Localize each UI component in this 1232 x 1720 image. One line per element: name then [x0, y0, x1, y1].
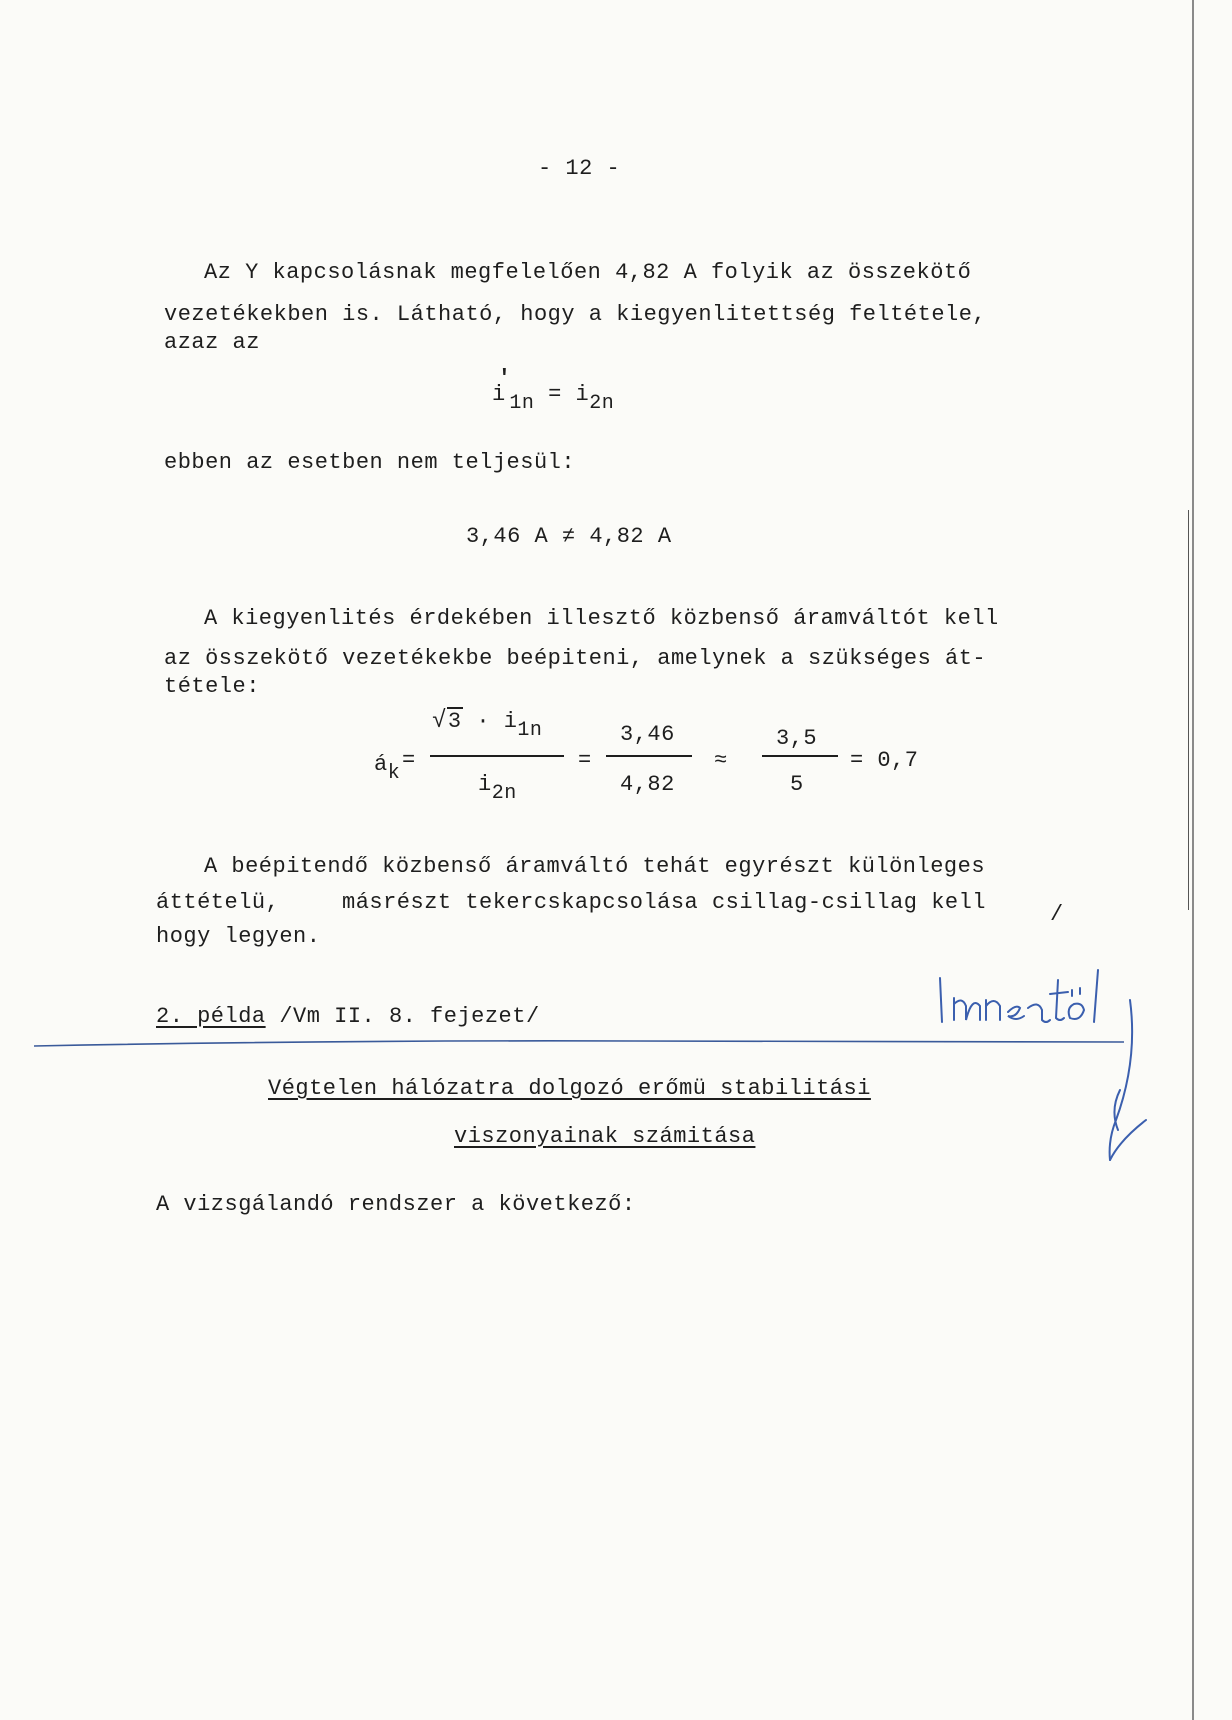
- eq3-frac3-numerator: 3,5: [776, 726, 818, 751]
- eq3-f1-num-sub: 1n: [517, 719, 543, 742]
- paragraph-1-line-2: vezetékekben is. Látható, hogy a kiegyenlitettség feltétele,: [164, 302, 987, 327]
- page-number: - 12 -: [538, 156, 621, 181]
- page-edge-line: [1192, 0, 1194, 1720]
- example-heading: [156, 1004, 540, 1029]
- eq3-equals-2: =: [578, 748, 592, 773]
- paragraph-1-line-1: Az Y kapcsolásnak megfelelően 4,82 A folyik az összekötő: [204, 260, 972, 285]
- eq3-frac2-denominator: 4,82: [620, 772, 675, 797]
- eq3-frac1-bar: [430, 755, 564, 757]
- eq3-frac3-bar: [762, 755, 838, 757]
- paragraph-1-line-3: azaz az: [164, 330, 260, 355]
- handwritten-note-text: Innentől: [930, 1050, 988, 1064]
- eq3-frac3-denominator: 5: [790, 772, 804, 797]
- eq3-result: = 0,7: [850, 748, 919, 773]
- eq3-frac2-bar: [606, 755, 692, 757]
- eq3-lhs-sub: k: [387, 762, 401, 785]
- paragraph-4-line-3: hogy legyen.: [156, 924, 321, 949]
- eq1-equals: =: [548, 382, 562, 407]
- eq1-rhs: i: [575, 382, 590, 407]
- example-label: 2. példa: [156, 1004, 266, 1029]
- eq3-frac2-numerator: 3,46: [620, 722, 675, 747]
- paragraph-2: ebben az esetben nem teljesül:: [164, 450, 576, 475]
- paragraph-5: A vizsgálandó rendszer a következő:: [156, 1192, 636, 1217]
- eq3-f1-den-sub: 2n: [491, 782, 517, 805]
- sqrt-symbol: √: [432, 708, 447, 735]
- equation-2: 3,46 A ≠ 4,82 A: [466, 524, 672, 549]
- page-edge-mark: [1188, 510, 1189, 910]
- section-title-line-1: Végtelen hálózatra dolgozó erőmü stabilitási: [268, 1076, 871, 1101]
- eq3-dot: ·: [476, 709, 491, 734]
- eq3-approx: ≈: [714, 748, 728, 773]
- eq3-f1-den-i: i: [478, 772, 492, 797]
- eq3-f1-num-i: i: [503, 709, 518, 734]
- handwritten-slash: /: [1050, 902, 1064, 927]
- sqrt-radicand: 3: [447, 709, 462, 734]
- equation-1: [492, 366, 615, 415]
- eq1-lhs: i: [492, 382, 506, 407]
- handwritten-note-drawing: [920, 960, 1160, 1180]
- eq3-equals: =: [402, 748, 416, 773]
- example-reference: /Vm II. 8. fejezet/: [265, 1004, 540, 1029]
- paragraph-3-line-2: az összekötő vezetékekbe beépiteni, amelynek a szükséges át-: [164, 646, 987, 671]
- paragraph-3-line-3: tétele:: [164, 674, 260, 699]
- paragraph-4-line-2a: áttételü,: [156, 890, 280, 915]
- section-title-line-2: viszonyainak számitása: [454, 1124, 756, 1149]
- eq1-rhs-sub: 2n: [589, 392, 615, 415]
- eq3-frac1-numerator: [432, 708, 543, 742]
- eq3-lhs: [374, 752, 401, 785]
- handwritten-annotation: [920, 960, 1160, 1185]
- eq1-lhs-sub: 1n: [509, 392, 535, 415]
- paragraph-4-line-1: A beépitendő közbenső áramváltó tehát egyrészt különleges: [204, 854, 986, 879]
- eq3-lhs-symbol: á: [374, 752, 388, 777]
- eq3-frac1-denominator: [478, 772, 517, 805]
- eq1-prime: ': [497, 366, 512, 391]
- paragraph-4-line-2b: másrészt tekercskapcsolása csillag-csillag kell: [342, 890, 987, 915]
- paragraph-3-line-1: A kiegyenlités érdekében illesztő közbenső áramváltót kell: [204, 606, 999, 631]
